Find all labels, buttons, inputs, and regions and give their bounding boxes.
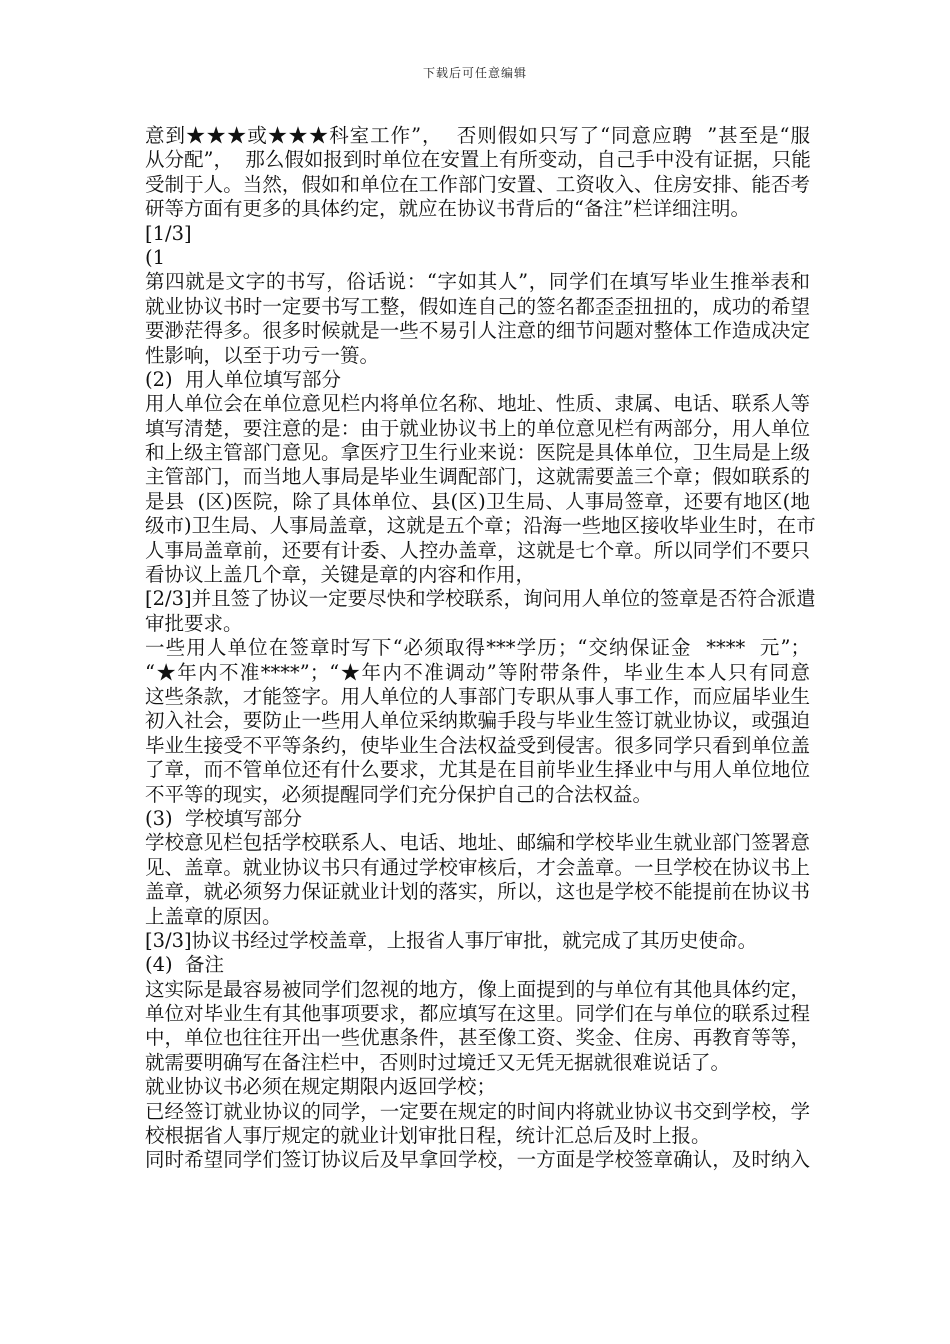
text-line: 中，单位也往往开出一些优惠条件，甚至像工资、奖金、住房、再教育等等，: [145, 1026, 810, 1050]
text-line: 第四就是文字的书写，俗话说：“字如其人”，同学们在填写毕业生推举表和: [145, 270, 810, 294]
text-line: 学校意见栏包括学校联系人、电话、地址、邮编和学校毕业生就业部门签署意: [145, 831, 810, 855]
text-line: 填写清楚，要注意的是：由于就业协议书上的单位意见栏有两部分，用人单位: [145, 416, 810, 440]
text-line: 毕业生接受不平等条约，使毕业生合法权益受到侵害。很多同学只看到单位盖: [145, 733, 810, 757]
text-line: 已经签订就业协议的同学，一定要在规定的时间内将就业协议书交到学校，学: [145, 1099, 810, 1123]
text-line: 不平等的现实，必须提醒同学们充分保护自己的合法权益。: [145, 782, 653, 806]
text-line: 从分配”， 那么假如报到时单位在安置上有所变动，自己手中没有证据，只能: [145, 148, 811, 172]
text-line: 这些条款，才能签字。用人单位的人事部门专职从事人事工作，而应届毕业生: [145, 684, 810, 708]
document-body: [145, 124, 816, 1173]
text-line: 级市)卫生局、人事局盖章，这就是五个章；沿海一些地区接收毕业生时，在市: [145, 514, 816, 538]
text-line: 校根据省人事厅规定的就业计划审批日程，统计汇总后及时上报。: [145, 1124, 711, 1148]
text-line: (4) 备注: [145, 953, 225, 977]
text-line: 这实际是最容易被同学们忽视的地方，像上面提到的与单位有其他具体约定，: [145, 977, 810, 1001]
text-line: (3) 学校填写部分: [145, 806, 303, 830]
text-line: 就业协议书时一定要书写工整，假如连自己的签名都歪歪扭扭的，成功的希望: [145, 294, 810, 318]
text-line: 上盖章的原因。: [145, 904, 282, 928]
text-line: 用人单位会在单位意见栏内将单位名称、地址、性质、隶属、电话、联系人等: [145, 392, 810, 416]
text-line: (2) 用人单位填写部分: [145, 367, 342, 391]
text-line: [2/3]并且签了协议一定要尽快和学校联系，询问用人单位的签章是否符合派遣: [145, 587, 816, 611]
text-line: (1: [145, 245, 166, 269]
text-line: 同时希望同学们签订协议后及早拿回学校，一方面是学校签章确认，及时纳入: [145, 1148, 810, 1172]
text-line: 就需要明确写在备注栏中，否则时过境迁又无凭无据就很难说话了。: [145, 1050, 731, 1074]
text-line: 一些用人单位在签章时写下“必须取得***学历；“交纳保证金 **** 元”；: [145, 636, 810, 660]
text-line: 就业协议书必须在规定期限内返回学校；: [145, 1075, 497, 1099]
text-line: [1/3]: [145, 221, 192, 245]
text-line: 主管部门，而当地人事局是毕业生调配部门，这就需要盖三个章；假如联系的: [145, 465, 810, 489]
text-line: 性影响，以至于功亏一篑。: [145, 343, 380, 367]
text-line: 受制于人。当然，假如和单位在工作部门安置、工资收入、住房安排、能否考: [145, 172, 810, 196]
text-line: 审批要求。: [145, 611, 243, 635]
text-line: 要渺茫得多。很多时候就是一些不易引人注意的细节问题对整体工作造成决定: [145, 319, 810, 343]
text-line: 见、盖章。就业协议书只有通过学校审核后，才会盖章。一旦学校在协议书上: [145, 855, 810, 879]
text-line: 意到★★★或★★★科室工作”， 否则假如只写了“同意应聘 ”甚至是“服: [145, 124, 810, 147]
text-line: 看协议上盖几个章，关键是章的内容和作用，: [145, 563, 536, 587]
text-line: “★年内不准****”；“★年内不准调动”等附带条件，毕业生本人只有同意: [145, 660, 810, 684]
text-line: 人事局盖章前，还要有计委、人控办盖章，这就是七个章。所以同学们不要只: [145, 538, 810, 562]
text-line: 初入社会，要防止一些用人单位采纳欺骗手段与毕业生签订就业协议，或强迫: [145, 709, 810, 733]
text-line: 盖章，就必须努力保证就业计划的落实，所以，这也是学校不能提前在协议书: [145, 880, 810, 904]
text-line: 是县 (区)医院，除了具体单位、县(区)卫生局、人事局签章，还要有地区(地: [145, 489, 810, 513]
text-line: 了章，而不管单位还有什么要求，尤其是在目前毕业生择业中与用人单位地位: [145, 758, 810, 782]
text-line: 和上级主管部门意见。拿医疗卫生行业来说：医院是具体单位，卫生局是上级: [145, 441, 810, 465]
text-line: [3/3]协议书经过学校盖章，上报省人事厅审批，就完成了其历史使命。: [145, 928, 758, 952]
page-header: 下载后可任意编辑: [422, 66, 527, 80]
text-line: 研等方面有更多的具体约定，就应在协议书背后的“备注”栏详细注明。: [145, 197, 750, 221]
text-line: 单位对毕业生有其他事项要求，都应填写在这里。同学们在与单位的联系过程: [145, 1002, 810, 1026]
